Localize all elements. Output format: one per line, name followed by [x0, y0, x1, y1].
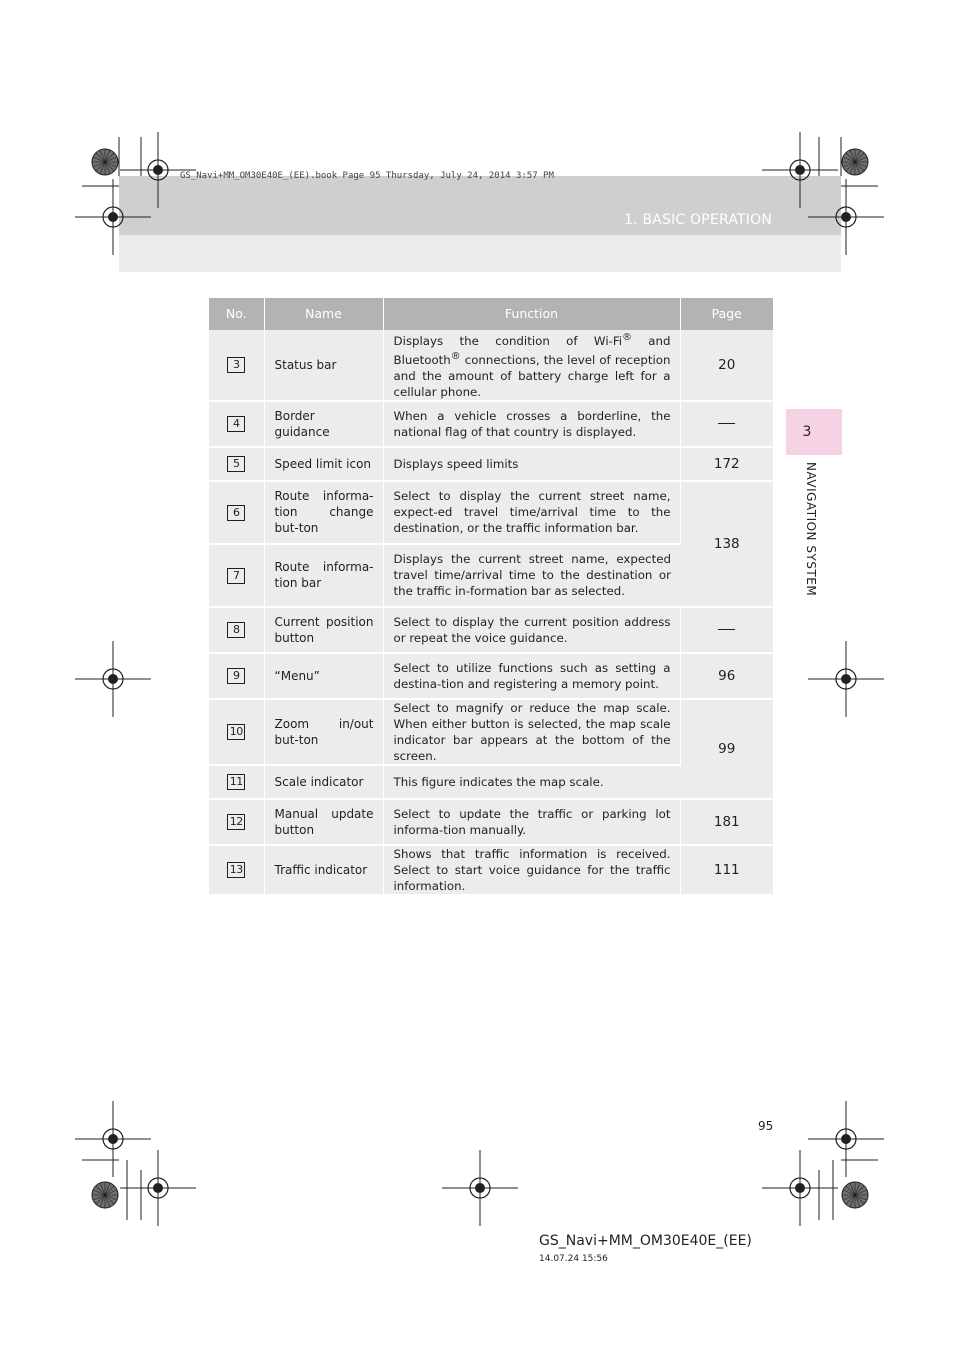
crosshair-mark	[808, 179, 884, 255]
column-header-function: Function	[383, 298, 680, 330]
item-page: 96	[680, 653, 773, 699]
item-name: Speed limit icon	[264, 447, 383, 481]
color-wheel-mark	[842, 149, 868, 175]
item-name: Route informa-tion change but-ton	[264, 481, 383, 544]
item-function: When a vehicle crosses a borderline, the national flag of that country is displayed.	[383, 401, 680, 447]
item-name: Status bar	[264, 330, 383, 401]
item-number: 5	[227, 456, 245, 472]
item-function: Select to display the current street name, expect-ed travel time/arrival time to the destination, or the traffic information bar.	[383, 481, 680, 544]
item-page: 111	[680, 845, 773, 895]
item-function: Select to display the current position address or repeat the voice guidance.	[383, 607, 680, 653]
item-function: Select to magnify or reduce the map scale. When either button is selected, the map scale indicator bar appears at the bottom of the screen.	[383, 699, 680, 765]
crosshair-mark	[120, 1150, 196, 1226]
item-name: Border guidance	[264, 401, 383, 447]
item-number: 6	[227, 505, 245, 521]
color-wheel-mark	[92, 149, 118, 175]
color-wheel-mark	[92, 1182, 118, 1208]
color-wheel-mark	[842, 1182, 868, 1208]
footer-doc-code: GS_Navi+MM_OM30E40E_(EE)	[539, 1233, 752, 1249]
column-header-page: Page	[680, 298, 773, 330]
crosshair-mark	[808, 1101, 884, 1177]
crosshair-mark	[75, 641, 151, 717]
item-function: Displays speed limits	[383, 447, 680, 481]
item-name: “Menu”	[264, 653, 383, 699]
page-number: 95	[758, 1119, 774, 1133]
crosshair-mark	[808, 641, 884, 717]
item-number: 10	[227, 724, 245, 740]
section-title: 1. BASIC OPERATION	[624, 212, 772, 228]
item-number: 3	[227, 357, 245, 373]
crosshair-mark	[120, 132, 196, 208]
chapter-number: 3	[802, 424, 812, 440]
item-number: 7	[227, 568, 245, 584]
item-name: Manual update button	[264, 799, 383, 845]
book-stamp: GS_Navi+MM_OM30E40E_(EE).book Page 95 Thursday, July 24, 2014 3:57 PM	[180, 171, 554, 181]
chapter-title: NAVIGATION SYSTEM	[804, 462, 818, 597]
item-name: Current position button	[264, 607, 383, 653]
column-header-name: Name	[264, 298, 383, 330]
item-name: Zoom in/out but-ton	[264, 699, 383, 765]
item-number: 8	[227, 622, 245, 638]
crosshair-mark	[762, 132, 838, 208]
item-function: Displays the condition of Wi-Fi® and Bluetooth® connections, the level of reception and the amount of battery charge left for a cellular phone.	[383, 330, 680, 401]
item-number: 13	[227, 862, 245, 878]
item-function: Shows that traffic information is received. Select to start voice guidance for the traffic information.	[383, 845, 680, 895]
item-function: Displays the current street name, expected travel time/arrival time to the destination or the traffic in-formation bar as selected.	[383, 544, 680, 607]
item-name: Scale indicator	[264, 765, 383, 799]
item-name: Traffic indicator	[264, 845, 383, 895]
item-number: 4	[227, 416, 245, 432]
item-number: 11	[227, 774, 245, 790]
item-function: Select to update the traffic or parking lot informa-tion manually.	[383, 799, 680, 845]
crosshair-mark	[75, 1101, 151, 1177]
item-number: 9	[227, 668, 245, 684]
item-function: This figure indicates the map scale.	[383, 765, 680, 799]
item-name: Route informa-tion bar	[264, 544, 383, 607]
item-page: 20	[680, 330, 773, 401]
item-page: 172	[680, 447, 773, 481]
crosshair-mark	[442, 1150, 518, 1226]
crosshair-mark	[75, 179, 151, 255]
footer-print-date: 14.07.24 15:56	[539, 1254, 608, 1264]
crosshair-mark	[762, 1150, 838, 1226]
item-page: 99	[680, 699, 773, 799]
column-header-no: No.	[209, 298, 264, 330]
item-page: 181	[680, 799, 773, 845]
item-page: 138	[680, 481, 773, 607]
item-function: Select to utilize functions such as setting a destina-tion and registering a memory point.	[383, 653, 680, 699]
item-number: 12	[227, 814, 245, 830]
